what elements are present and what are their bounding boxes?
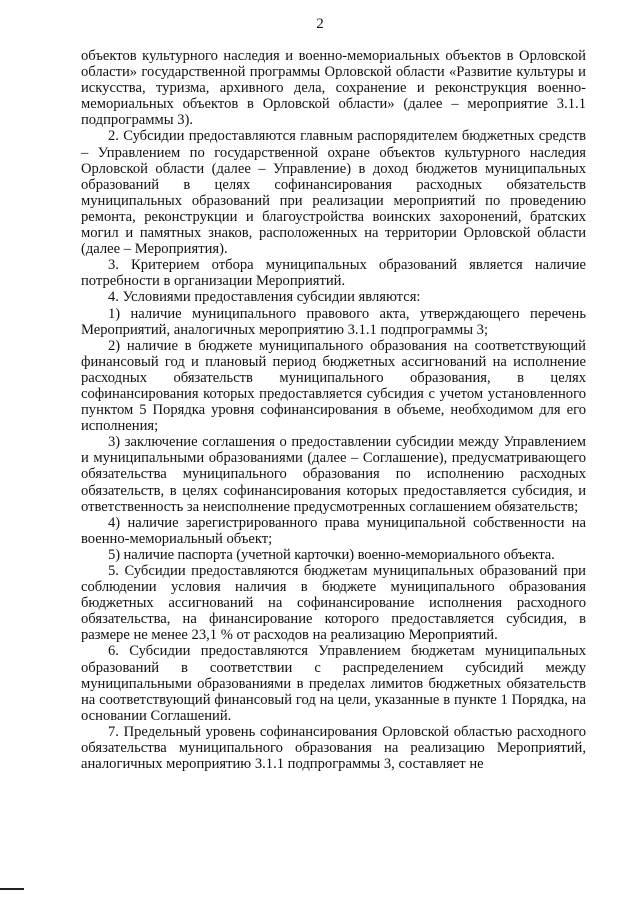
paragraph-condition-1: 1) наличие муниципального правового акта, утверждающего перечень Мероприятий, аналогичных мероприятию 3.1.1 подпрограммы 3; [81, 305, 586, 338]
margin-mark [0, 888, 24, 890]
paragraph-item-2: 2. Субсидии предоставляются главным распорядителем бюджетных средств – Управлением по государственной охране объектов культурного наследия Орловской области (далее – Управление) в доход бюджетов муниципальных образований в целях софинансирования расходных обязательств муниципальных образований при реализации мероприятий по проведению ремонта, реконструкции и благоустройства воинских захоронений, братских могил и памятных знаков, расположенных на территории Орловской области (далее – Мероприятия). [81, 128, 586, 258]
paragraph-condition-5: 5) наличие паспорта (учетной карточки) военно-мемориального объекта. [108, 546, 555, 563]
paragraph-condition-3: 3) заключение соглашения о предоставлении субсидии между Управлением и муниципальными образованиями (далее – Соглашение), предусматривающего обязательства муниципального образования по исполнению расходных обязательств, в целях софинансирования которых предоставляется субсидия, и ответственность за неисполнение предусмотренных соглашением обязательств; [81, 434, 586, 515]
paragraph-condition-4: 4) наличие зарегистрированного права муниципальной собственности на военно-мемориальный объект; [81, 514, 586, 547]
page-number: 2 [316, 16, 324, 32]
paragraph-item-5: 5. Субсидии предоставляются бюджетам муниципальных образований при соблюдении условия наличия в бюджете муниципального образования бюджетных ассигнований на софинансирование исполнения расходного обязательства, на финансирование которого предоставляется субсидия, в размере не менее 23,1 % от расходов на реализацию Мероприятий. [81, 563, 586, 644]
document-body [81, 48, 586, 772]
paragraph-item-4: 4. Условиями предоставления субсидии являются: [108, 289, 421, 306]
paragraph-item-7: 7. Предельный уровень софинансирования Орловской областью расходного обязательства муниципального образования на реализацию Мероприятий, аналогичных мероприятию 3.1.1 подпрограммы 3, составляет не [81, 723, 586, 773]
paragraph-condition-2: 2) наличие в бюджете муниципального образования на соответствующий финансовый год и плановый период бюджетных ассигнований на исполнение расходных обязательств муниципального образования, в целях софинансирования которых предоставляется субсидия с учетом установленного пунктом 5 Порядка уровня софинансирования в объеме, необходимом для его исполнения; [81, 337, 586, 435]
paragraph-intro-continuation: объектов культурного наследия и военно-мемориальных объектов в Орловской области» государственной программы Орловской области «Развитие культуры и искусства, туризма, архивного дела, сохранение и реконструкция военно-мемориальных объектов в Орловской области» (далее – мероприятие 3.1.1 подпрограммы 3). [81, 48, 586, 129]
paragraph-item-6: 6. Субсидии предоставляются Управлением бюджетам муниципальных образований в соответствии с распределением субсидий между муниципальными образованиями в пределах лимитов бюджетных обязательств на соответствующий финансовый год на цели, указанные в пункте 1 Порядка, на основании Соглашений. [81, 643, 586, 724]
paragraph-item-3: 3. Критерием отбора муниципальных образований является наличие потребности в организации Мероприятий. [81, 257, 586, 290]
